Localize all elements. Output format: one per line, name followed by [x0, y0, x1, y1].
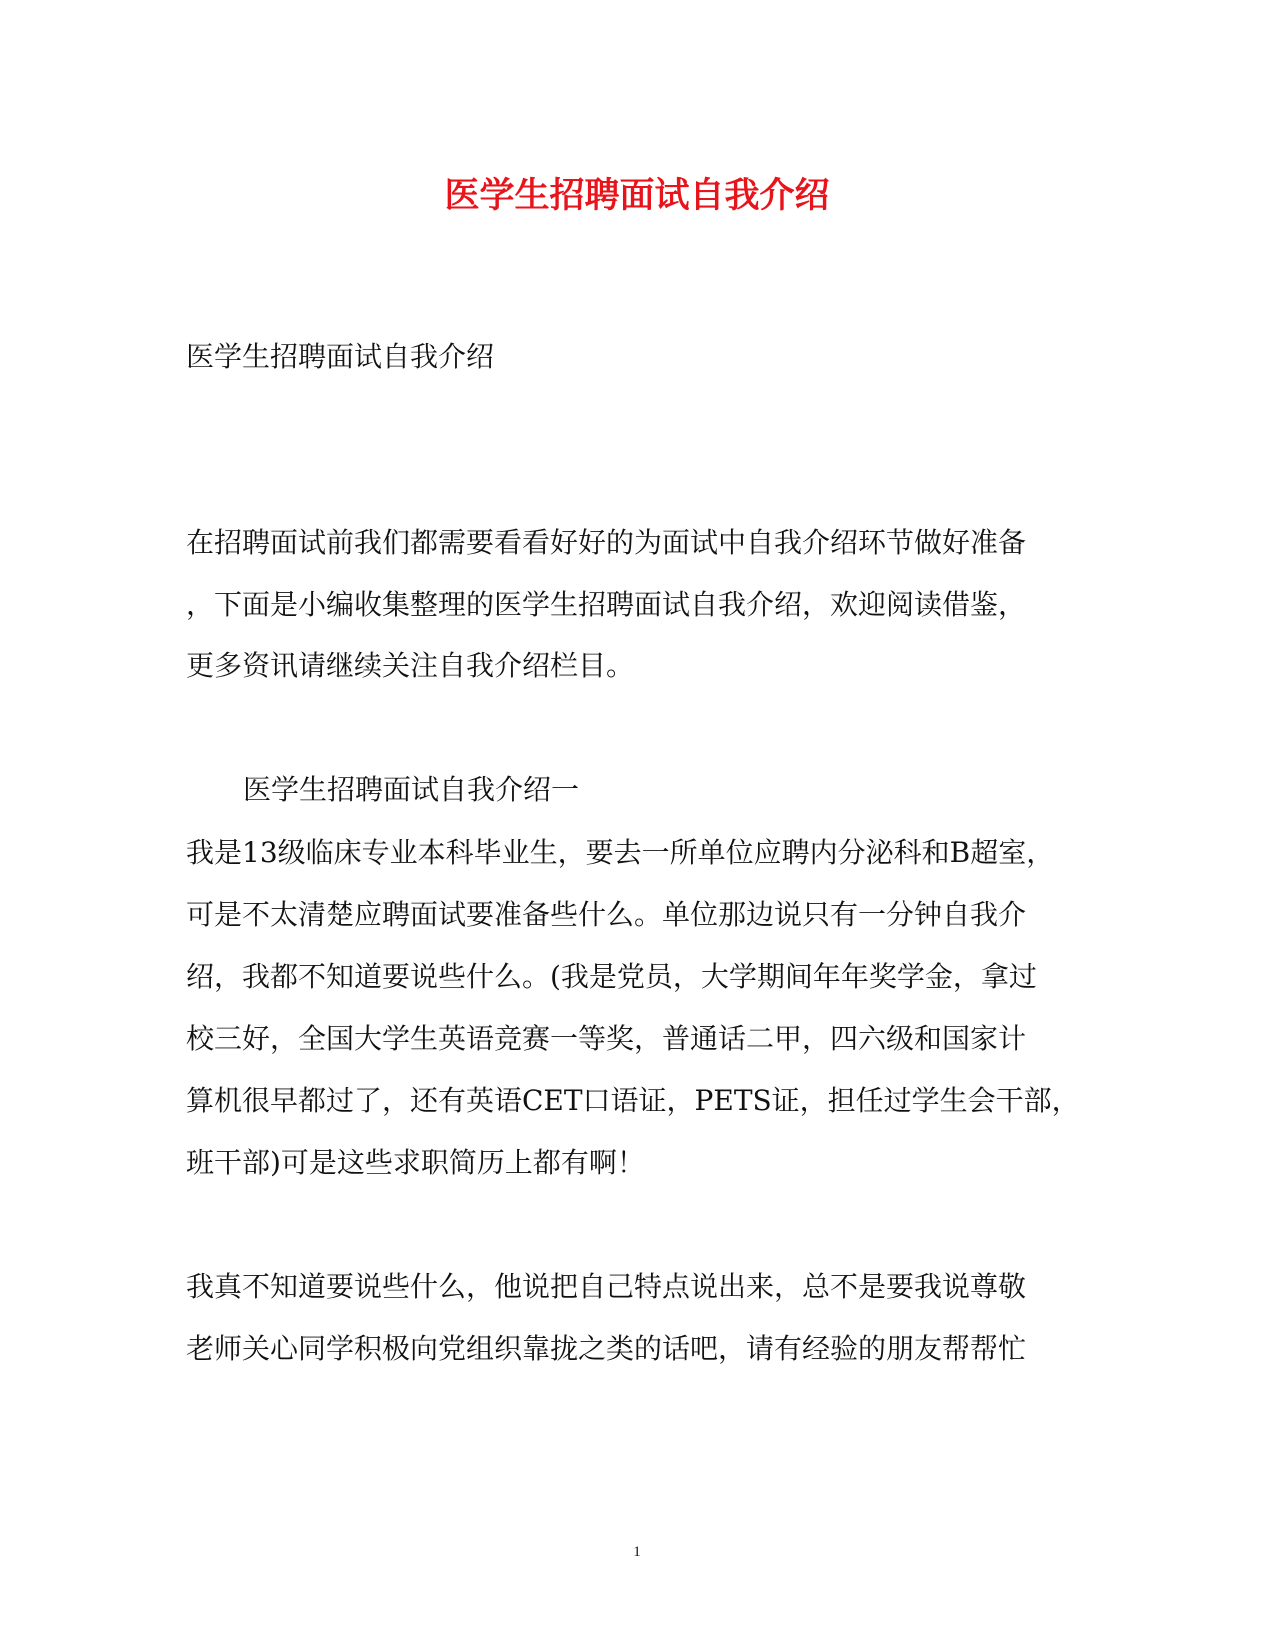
body-line: 算机很早都过了，还有英语CET口语证，PETS证，担任过学生会干部，: [186, 1084, 1080, 1117]
body-line: 老师关心同学积极向党组织靠拢之类的话吧，请有经验的朋友帮帮忙: [186, 1332, 1027, 1365]
body-line: 可是不太清楚应聘面试要准备些什么。单位那边说只有一分钟自我介: [186, 898, 1027, 931]
intro-line: ，下面是小编收集整理的医学生招聘面试自我介绍，欢迎阅读借鉴，: [186, 588, 1027, 621]
intro-line: 在招聘面试前我们都需要看看好好的为面试中自我介绍环节做好准备: [186, 526, 1027, 559]
document-subtitle: 医学生招聘面试自我介绍: [186, 340, 495, 373]
body-line: 班干部)可是这些求职简历上都有啊！: [186, 1146, 645, 1179]
body-line: 校三好，全国大学生英语竞赛一等奖，普通话二甲，四六级和国家计: [186, 1022, 1027, 1055]
body-line: 我是13级临床专业本科毕业生，要去一所单位应聘内分泌科和B超室，: [186, 836, 1055, 869]
section-heading: 医学生招聘面试自我介绍一: [243, 773, 580, 806]
intro-line: 更多资讯请继续关注自我介绍栏目。: [186, 649, 635, 682]
page-number: 1: [633, 1544, 641, 1560]
document-title: 医学生招聘面试自我介绍: [444, 175, 830, 216]
body-line: 绍，我都不知道要说些什么。(我是党员，大学期间年年奖学金，拿过: [186, 960, 1037, 993]
body-line: 我真不知道要说些什么，他说把自己特点说出来，总不是要我说尊敬: [186, 1270, 1027, 1303]
